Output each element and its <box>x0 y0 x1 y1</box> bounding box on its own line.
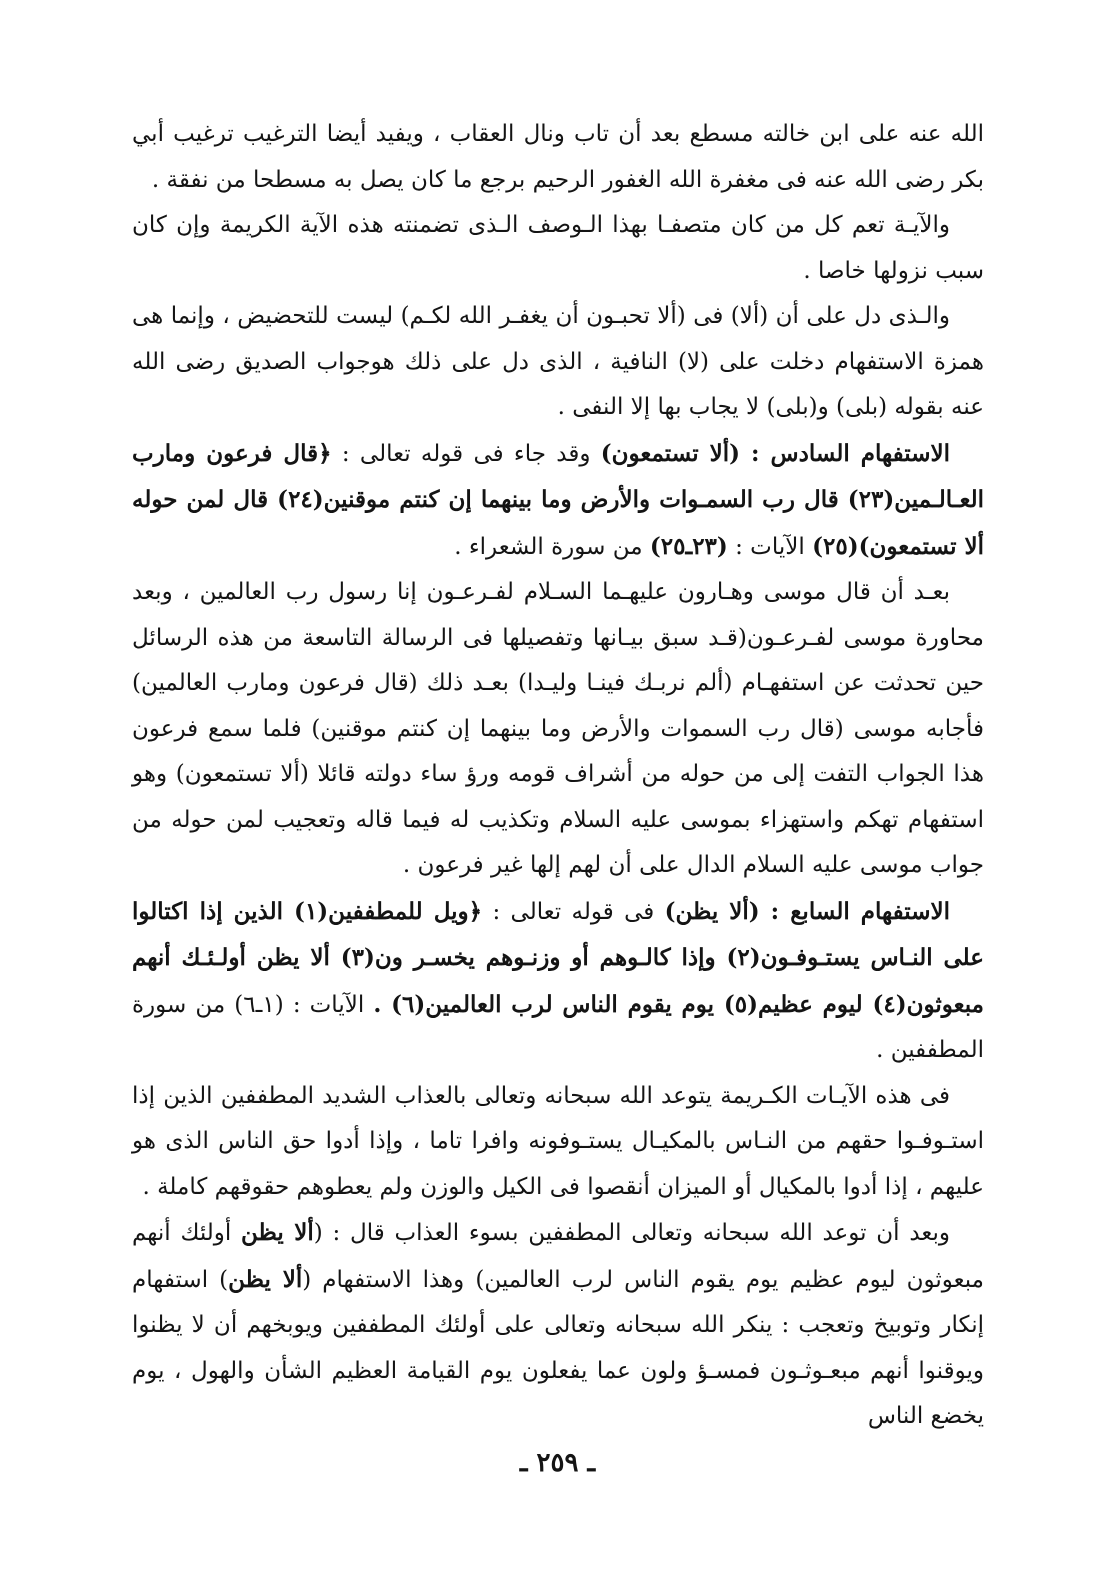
paragraph-text: بعـد أن قال موسى وهـارون عليهـما السـلام لفـرعـون إنا رسول رب العالمين ، وبعد محاورة موسى لفـرعـون(قـد سبق بيـانها وتفصيلها فى الرسالة التاسعة من هذه الرسائل حين تحدثت عن استفهـام (ألم نربـك فينـا وليـدا) بعـد ذلك (قال فرعون ومارب العالمين) فأجابه موسى (قال رب السموات والأرض وما بينهما إن كنتم موقنين) فلما سمع فرعون هذا الجواب التفت إلى من حوله من أشراف قومه ورؤ ساء دولته قائلا (ألا تستمعون) وهو استفهام تهكم واستهزاء بموسى عليه السلام وتكذيب له فيما قاله وتعجيب لمن حوله من جواب موسى عليه السلام الدال على أن لهم إلها غير فرعون . <box>132 579 984 878</box>
paragraph-text: أولئك أنهم مبعوثون ليوم عظيم يوم يقوم الناس لرب العالمين) وهذا الاستفهام ( <box>132 1220 984 1293</box>
paragraph-1 <box>132 112 984 203</box>
paragraph-5 <box>132 570 984 889</box>
body-text <box>132 112 984 1440</box>
question-phrase: (ألا يظن) <box>664 897 760 925</box>
paragraph-text: والآيـة تعم كل من كان متصفـا بهذا الـوصف الـذى تضمنته هذه الآية الكريمة وإن كان سبب نزولها خاصا . <box>132 212 984 284</box>
paragraph-8 <box>132 1210 984 1440</box>
paragraph-text: والـذى دل على أن (ألا) فى (ألا تحبـون أن يغفـر الله لكـم) ليست للتحضيض ، وإنما هى همزة الاستفهام دخلت على (لا) النافية ، الذى دل على ذلك هوجواب الصديق رضى الله عنه بقوله (بلى) و(بلى) لا يجاب بها إلا النفى . <box>132 303 984 420</box>
paragraph-text: وقد جاء فى قوله تعالى : <box>331 440 601 467</box>
page-number: ـ ٢٥٩ ـ <box>519 1448 596 1478</box>
paragraph-7 <box>132 1074 984 1211</box>
question-phrase: ألا يظن <box>228 1265 303 1293</box>
paragraph-text: ) استفهام إنكار وتوبيخ وتعجب : ينكر الله سبحانه وتعالى على أولئك المطففين ويوبخهم أن لا يظنوا ويوقنوا أنهم مبعـوثـون فمسـؤ ولون عما يفعلون يوم القيامة العظيم الشأن والهول ، يوم يخضع الناس <box>132 1266 984 1429</box>
section-heading: الاستفهام السادس : <box>740 439 950 467</box>
section-heading: الاستفهام السابع : <box>759 897 950 925</box>
verse-range: (٢٣ـ٢٥) <box>649 532 728 560</box>
paragraph-text: من سورة الشعراء . <box>454 533 650 560</box>
quranic-verse: ﴿قال فرعون ومارب العـالـمين(٢٣) قال رب السمـوات والأرض وما بينهما إن كنتم موقنين(٢٤) قال لمن حوله ألا تستمعون)(٢٥) <box>132 439 984 560</box>
paragraph-4 <box>132 431 984 571</box>
question-phrase: ألا يظن <box>241 1219 314 1246</box>
quranic-verse: ﴿ويل للمطففين(١) الذين إذا اكتالوا على النـاس يستـوفـون(٢) وإذا كالـوهم أو وزنـوهم يخسـر ون(٣) ألا يظن أولـئـك أنهم مبعوثون(٤) ليوم عظيم(٥) يوم يقوم الناس لرب العالمين(٦) . <box>132 897 984 1018</box>
paragraph-text: الله عنه على ابن خالته مسطع بعد أن تاب ونال العقاب ، ويفيد أيضا الترغيب ترغيب أبي بكر رضى الله عنه فى مغفرة الله الغفور الرحيم برجع ما كان يصل به مسطحا من نفقة . <box>132 121 984 193</box>
paragraph-text: وبعد أن توعد الله سبحانه وتعالى المطففين بسوء العذاب قال : ( <box>313 1220 951 1246</box>
paragraph-6 <box>132 889 984 1074</box>
paragraph-text: الآيات : <box>727 533 813 560</box>
paragraph-text: الآيات : (١ـ٦) من سورة المطففين . <box>132 991 984 1063</box>
paragraph-text: فى هذه الآيـات الكـريمة يتوعد الله سبحانه وتعالى بالعذاب الشديد المطففين الذين إذا استـوفـوا حقهم من النـاس بالمكيـال يستـوفونه وافرا تاما ، وإذا أدوا حق الناس الذى هو عليهم ، إذا أدوا بالمكيال أو الميزان أنقصوا فى الكيل والوزن ولم يعطوهم حقوقهم كاملة . <box>132 1082 984 1200</box>
paragraph-text: فى قوله تعالى : <box>482 898 665 925</box>
paragraph-2 <box>132 203 984 294</box>
question-phrase: (ألا تستمعون) <box>600 439 741 467</box>
paragraph-3 <box>132 294 984 431</box>
